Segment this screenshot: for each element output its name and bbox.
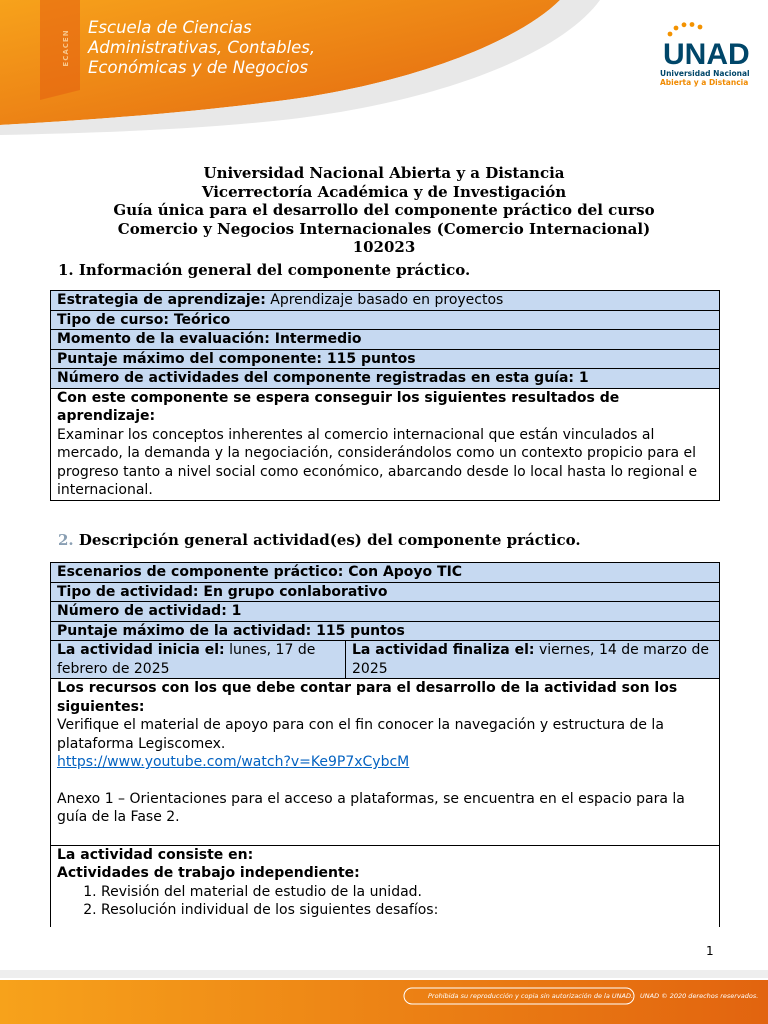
- table-row: Puntaje máximo de la actividad: 115 puntos: [51, 621, 720, 641]
- logo-university-name: Universidad Nacional Abierta y a Distancia: [660, 69, 750, 87]
- list-item: 2. Resolución individual de los siguientes desafíos:: [101, 901, 713, 919]
- header-banner: [0, 0, 768, 135]
- independent-activities-label: Actividades de trabajo independiente:: [57, 865, 360, 881]
- activity-start-cell: La actividad inicia el: lunes, 17 de febrero de 2025: [51, 641, 346, 679]
- activity-end-cell: La actividad finaliza el: viernes, 14 de marzo de 2025: [346, 641, 720, 679]
- footer-copyright-notice: Prohibida su reproducción y copia sin autorización de la UNAD.: [428, 992, 634, 1000]
- ecacen-vertical-label: ECACEN: [62, 29, 70, 67]
- table-row: Número de actividades del componente registradas en esta guía: 1: [51, 369, 720, 389]
- activity-description-table: [50, 562, 720, 927]
- title-line: Universidad Nacional Abierta y a Distancia: [203, 164, 565, 182]
- logo-text: UNAD: [663, 38, 750, 68]
- table-row: Tipo de actividad: En grupo conlaborativo: [51, 582, 720, 602]
- learning-results-label: Con este componente se espera conseguir los siguientes resultados de aprendizaje:: [57, 389, 620, 424]
- title-line: Vicerrectoría Académica y de Investigación: [201, 182, 567, 201]
- activity-label: La actividad consiste en:: [57, 846, 254, 863]
- resources-label: Los recursos con los que debe contar para el desarrollo de la actividad son los siguientes:: [57, 680, 678, 715]
- table-row: Puntaje máximo del componente: 115 puntos: [51, 349, 720, 369]
- resources-text: Verifique el material de apoyo para con el fin conocer la navegación y estructura de la plataforma Legiscomex.: [57, 717, 664, 752]
- document-title: [40, 164, 728, 257]
- learning-results-text: Examinar los conceptos inherentes al comercio internacional que están vinculados al mercado, la demanda y la negociación, considerándolos como un contexto propicio para el progreso tanto a nivel social como económico, abarcando desde lo local hasta lo regional e internacional.: [57, 426, 698, 498]
- resources-cell: [51, 679, 720, 846]
- school-name: Escuela de Ciencias Administrativas, Contables, Económicas y de Negocios: [88, 18, 316, 77]
- table-row: Número de actividad: 1: [51, 602, 720, 622]
- list-item: 1. Revisión del material de estudio de la unidad.: [101, 883, 713, 901]
- table-row: Momento de la evaluación: Intermedio: [51, 330, 720, 350]
- general-info-table: [50, 290, 720, 501]
- section-1-heading: 1. Información general del componente práctico.: [58, 261, 471, 279]
- table-row: Escenarios de componente práctico: Con Apoyo TIC: [51, 563, 720, 583]
- annex-text: Anexo 1 – Orientaciones para el acceso a plataformas, se encuentra en el espacio para la guía de la Fase 2.: [57, 790, 685, 825]
- learning-results-cell: [51, 388, 720, 500]
- footer-rights: UNAD © 2020 derechos reservados.: [640, 992, 759, 1000]
- activity-steps-list: [57, 883, 713, 919]
- title-line: Guía única para el desarrollo del componente práctico del curso: [113, 201, 655, 219]
- title-line: 102023: [352, 238, 416, 256]
- section-2-heading: 2. Descripción general actividad(es) del componente práctico.: [58, 531, 581, 549]
- page-number: 1: [706, 944, 714, 958]
- title-line: Comercio y Negocios Internacionales (Comercio Internacional): [117, 219, 651, 238]
- activity-cell: [51, 845, 720, 927]
- youtube-link[interactable]: https://www.youtube.com/watch?v=Ke9P7xCybcM: [57, 754, 410, 770]
- table-row: Tipo de curso: Teórico: [51, 310, 720, 330]
- table-row: Estrategia de aprendizaje: Aprendizaje basado en proyectos: [51, 291, 720, 311]
